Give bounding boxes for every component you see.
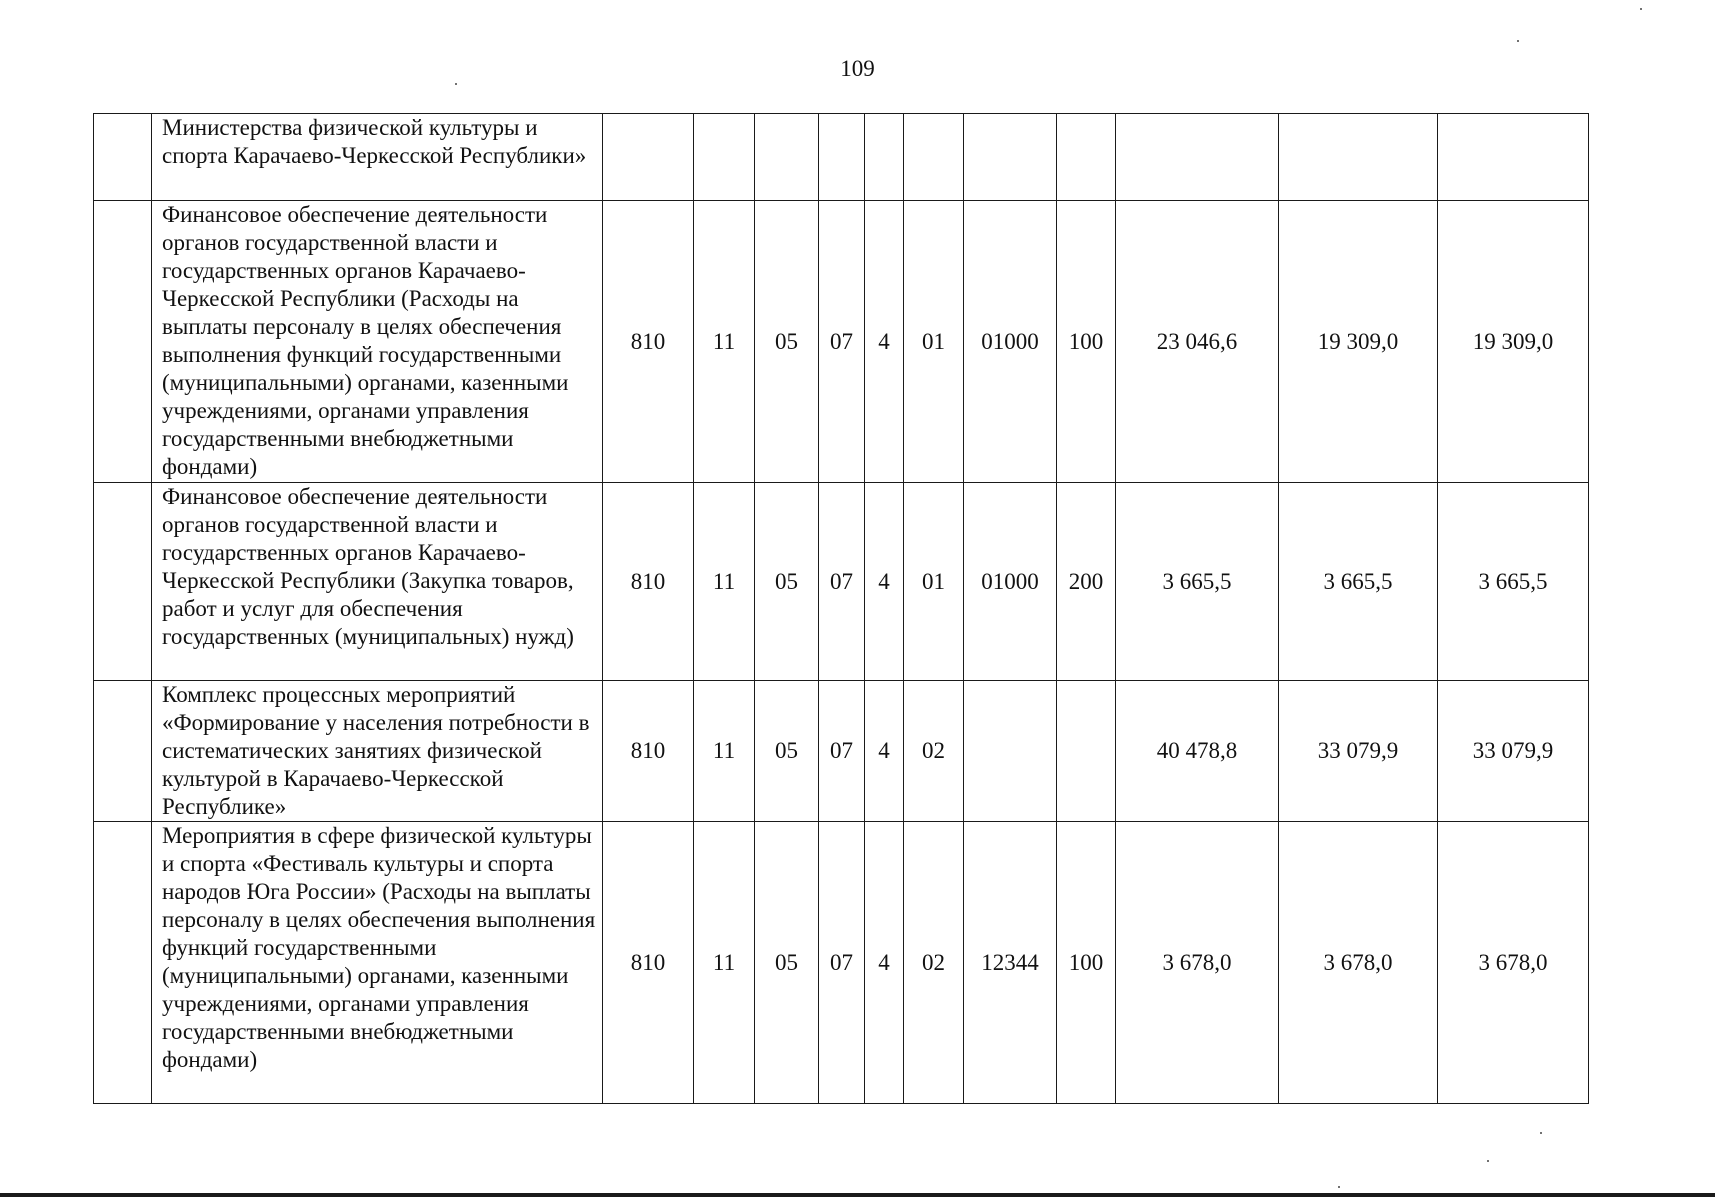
expense-type-code — [1057, 114, 1116, 201]
program-code — [819, 114, 865, 201]
amount-year-1 — [1116, 114, 1279, 201]
direction-code — [964, 681, 1057, 822]
direction-code: 12344 — [964, 822, 1057, 1104]
amount-year-1: 40 478,8 — [1116, 681, 1279, 822]
scan-speck — [1640, 8, 1642, 10]
event-code: 02 — [904, 681, 964, 822]
program-code: 07 — [819, 822, 865, 1104]
index-cell — [94, 114, 152, 201]
subprogram-code: 4 — [865, 822, 904, 1104]
index-cell — [94, 681, 152, 822]
expense-name: Мероприятия в сфере физической культуры и спорта «Фестиваль культуры и спорта народов Юга России» (Расходы на выплаты персоналу в целях обеспечения выполнения функций государственными (муниципальными) органами, казенными учреждениями, органами управления государственными внебюджетными фондами) — [152, 822, 603, 1104]
amount-year-2 — [1279, 114, 1438, 201]
program-code: 07 — [819, 483, 865, 681]
ministry-code — [603, 114, 694, 201]
budget-table — [93, 113, 1589, 1104]
amount-year-1: 3 678,0 — [1116, 822, 1279, 1104]
amount-year-3: 19 309,0 — [1438, 201, 1589, 483]
section-code: 11 — [694, 822, 755, 1104]
subprogram-code — [865, 114, 904, 201]
direction-code: 01000 — [964, 483, 1057, 681]
direction-code: 01000 — [964, 201, 1057, 483]
expense-name: Финансовое обеспечение деятельности органов государственной власти и государственных органов Карачаево-Черкесской Республики (Закупка товаров, работ и услуг для обеспечения государственных (муниципальных) нужд) — [152, 483, 603, 681]
amount-year-2: 19 309,0 — [1279, 201, 1438, 483]
amount-year-3: 33 079,9 — [1438, 681, 1589, 822]
section-code: 11 — [694, 681, 755, 822]
table-row — [94, 681, 1589, 822]
index-cell — [94, 201, 152, 483]
scan-bottom-edge — [0, 1193, 1715, 1197]
subsection-code: 05 — [755, 201, 819, 483]
event-code: 01 — [904, 483, 964, 681]
amount-year-3: 3 665,5 — [1438, 483, 1589, 681]
expense-name: Финансовое обеспечение деятельности органов государственной власти и государственных органов Карачаево-Черкесской Республики (Расходы на выплаты персоналу в целях обеспечения выполнения функций государственными (муниципальными) органами, казенными учреждениями, органами управления государственными внебюджетными фондами) — [152, 201, 603, 483]
expense-type-code — [1057, 681, 1116, 822]
subprogram-code: 4 — [865, 201, 904, 483]
event-code: 02 — [904, 822, 964, 1104]
subsection-code: 05 — [755, 681, 819, 822]
table-row — [94, 483, 1589, 681]
event-code — [904, 114, 964, 201]
table-row — [94, 114, 1589, 201]
amount-year-2: 3 678,0 — [1279, 822, 1438, 1104]
amount-year-1: 3 665,5 — [1116, 483, 1279, 681]
expense-type-code: 100 — [1057, 201, 1116, 483]
ministry-code: 810 — [603, 483, 694, 681]
section-code: 11 — [694, 483, 755, 681]
expense-type-code: 100 — [1057, 822, 1116, 1104]
ministry-code: 810 — [603, 822, 694, 1104]
amount-year-3: 3 678,0 — [1438, 822, 1589, 1104]
program-code: 07 — [819, 201, 865, 483]
subsection-code — [755, 114, 819, 201]
index-cell — [94, 483, 152, 681]
table-row — [94, 201, 1589, 483]
section-code: 11 — [694, 201, 755, 483]
amount-year-2: 3 665,5 — [1279, 483, 1438, 681]
index-cell — [94, 822, 152, 1104]
scan-speck — [1517, 40, 1519, 42]
page-number: 109 — [840, 56, 875, 81]
subprogram-code: 4 — [865, 483, 904, 681]
ministry-code: 810 — [603, 201, 694, 483]
event-code: 01 — [904, 201, 964, 483]
amount-year-1: 23 046,6 — [1116, 201, 1279, 483]
program-code: 07 — [819, 681, 865, 822]
table-row — [94, 822, 1589, 1104]
scan-speck — [1338, 1186, 1340, 1188]
direction-code — [964, 114, 1057, 201]
section-code — [694, 114, 755, 201]
ministry-code: 810 — [603, 681, 694, 822]
amount-year-3 — [1438, 114, 1589, 201]
scan-speck — [455, 83, 457, 85]
scan-speck — [1540, 1132, 1542, 1134]
expense-name: Комплекс процессных мероприятий «Формирование у населения потребности в систематических занятиях физической культурой в Карачаево-Черкесской Республике» — [152, 681, 603, 822]
subsection-code: 05 — [755, 822, 819, 1104]
subprogram-code: 4 — [865, 681, 904, 822]
expense-name: Министерства физической культуры и спорта Карачаево-Черкесской Республики» — [152, 114, 603, 201]
scan-speck — [1487, 1160, 1489, 1162]
amount-year-2: 33 079,9 — [1279, 681, 1438, 822]
expense-type-code: 200 — [1057, 483, 1116, 681]
subsection-code: 05 — [755, 483, 819, 681]
